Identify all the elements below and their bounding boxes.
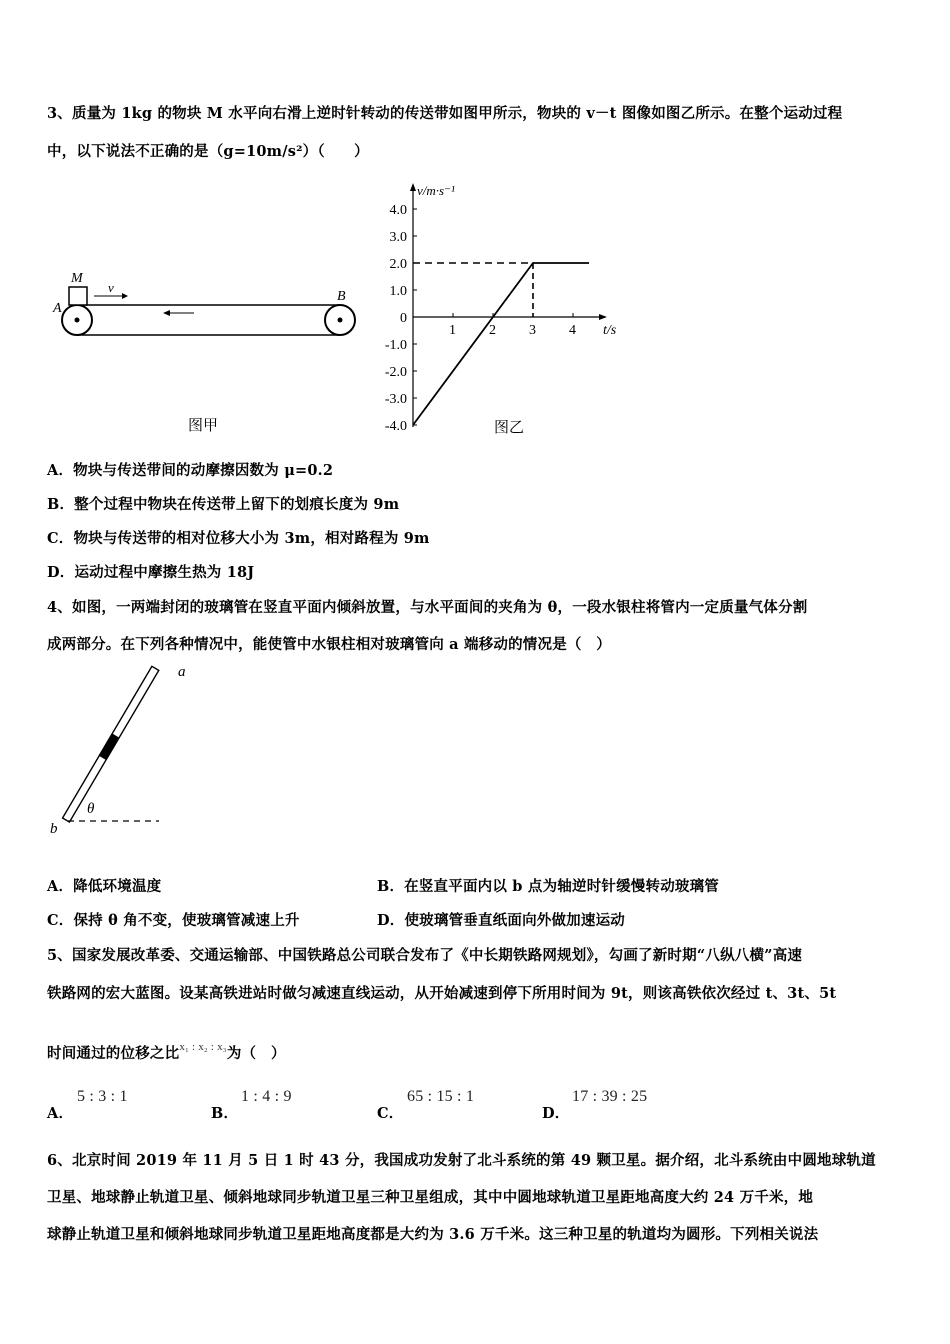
figure-yi-vt-graph bbox=[372, 170, 632, 440]
x-tick-label: 4 bbox=[569, 323, 576, 338]
q5-option-b: B． 1 : 4 : 9 bbox=[211, 1088, 292, 1122]
y-tick-label: -3.0 bbox=[384, 392, 407, 407]
y-tick-label: -2.0 bbox=[384, 365, 407, 380]
q6-stem-line1: 6、北京时间 2019 年 11 月 5 日 1 时 43 分，我国成功发射了北斗系统的第 49 颗卫星。据介绍，北斗系统由中圆地球轨道 bbox=[47, 1152, 876, 1169]
q4-option-d: D．使玻璃管垂直纸面向外做加速运动 bbox=[377, 912, 625, 929]
tube-end-b: b bbox=[50, 821, 58, 837]
q5-line3-pre: 时间通过的位移之比 bbox=[47, 1045, 180, 1062]
q3-stem-line1: 3、质量为 1kg 的物块 M 水平向右滑上逆时针转动的传送带如图甲所示，物块的 v－t 图像如图乙所示。在整个运动过程 bbox=[47, 105, 843, 122]
y-tick-label: 4.0 bbox=[389, 203, 407, 218]
q3-stem-line2: 中，以下说法不正确的是（g=10m/s²）（ ） bbox=[47, 143, 369, 160]
q5-option-d: D． 17 : 39 : 25 bbox=[542, 1088, 648, 1122]
q3-option-b: B．整个过程中物块在传送带上留下的划痕长度为 9m bbox=[47, 496, 400, 513]
end-a-label: A bbox=[53, 301, 62, 316]
y-tick-label: -4.0 bbox=[384, 419, 407, 434]
block-m-label: M bbox=[71, 271, 83, 286]
q4-stem-line1: 4、如图，一两端封闭的玻璃管在竖直平面内倾斜放置，与水平面间的夹角为 θ，一段水银柱将管内一定质量气体分割 bbox=[47, 599, 808, 616]
q6-stem-line2: 卫星、地球静止轨道卫星、倾斜地球同步轨道卫星三种卫星组成，其中中圆地球轨道卫星距地高度大约 24 万千米，地 bbox=[47, 1189, 814, 1206]
q6-stem-line3: 球静止轨道卫星和倾斜地球同步轨道卫星距地高度都是大约为 3.6 万千米。这三种卫星的轨道均为圆形。下列相关说法 bbox=[47, 1226, 819, 1243]
x-tick-label: 3 bbox=[529, 323, 536, 338]
q5-stem-line2: 铁路网的宏大蓝图。设某高铁进站时做匀减速直线运动，从开始减速到停下所用时间为 9t，则该高铁依次经过 t、3t、5t bbox=[47, 985, 837, 1002]
q3-option-a: A．物块与传送带间的动摩擦因数为 μ=0.2 bbox=[47, 462, 334, 479]
y-tick-label: 0 bbox=[400, 311, 407, 326]
y-axis-label: v/m·s⁻¹ bbox=[417, 183, 455, 198]
y-tick-label: -1.0 bbox=[384, 338, 407, 353]
q5-option-a-value: 5 : 3 : 1 bbox=[77, 1088, 128, 1105]
mercury-column bbox=[99, 733, 120, 760]
x-tick-label: 1 bbox=[449, 323, 456, 338]
y-tick-label: 1.0 bbox=[389, 284, 407, 299]
q5-ratio-expression: x₁ : x₂ : x₃ bbox=[179, 1041, 227, 1053]
figure-glass-tube bbox=[44, 660, 214, 845]
x-axis-label: t/s bbox=[603, 323, 617, 338]
q5-option-d-value: 17 : 39 : 25 bbox=[572, 1088, 648, 1105]
x-axis-arrow bbox=[599, 314, 607, 320]
velocity-series-line bbox=[413, 263, 589, 425]
y-axis-arrow bbox=[410, 183, 416, 191]
angle-theta: θ bbox=[87, 801, 95, 817]
y-tick-label: 3.0 bbox=[389, 230, 407, 245]
q4-option-b: B．在竖直平面内以 b 点为轴逆时针缓慢转动玻璃管 bbox=[377, 878, 719, 895]
tube-end-a: a bbox=[178, 664, 186, 680]
block-m bbox=[69, 287, 87, 305]
q4-option-c: C．保持 θ 角不变，使玻璃管减速上升 bbox=[47, 912, 300, 929]
q5-stem-line1: 5、国家发展改革委、交通运输部、中国铁路总公司联合发布了《中长期铁路网规划》，勾画了新时期“八纵八横”高速 bbox=[47, 947, 803, 964]
q5-option-a: A． 5 : 3 : 1 bbox=[47, 1088, 128, 1122]
caption-yi: 图乙 bbox=[494, 420, 525, 436]
x-tick-label: 2 bbox=[489, 323, 496, 338]
caption-jia: 图甲 bbox=[188, 418, 219, 434]
q3-option-c: C．物块与传送带的相对位移大小为 3m，相对路程为 9m bbox=[47, 530, 430, 547]
q3-option-d: D．运动过程中摩擦生热为 18J bbox=[47, 564, 255, 581]
q5-stem-line3 bbox=[47, 1042, 286, 1063]
q4-option-a: A．降低环境温度 bbox=[47, 878, 162, 895]
end-b-label: B bbox=[337, 289, 346, 304]
q5-line3-post: 为（ ） bbox=[226, 1045, 286, 1062]
q5-option-c-value: 65 : 15 : 1 bbox=[407, 1088, 475, 1105]
q5-option-c: C． 65 : 15 : 1 bbox=[377, 1088, 475, 1122]
y-tick-label: 2.0 bbox=[389, 257, 407, 272]
figure-jia-conveyor bbox=[48, 255, 368, 440]
q4-stem-line2: 成两部分。在下列各种情况中，能使管中水银柱相对玻璃管向 a 端移动的情况是（ ） bbox=[47, 636, 611, 653]
q5-option-b-value: 1 : 4 : 9 bbox=[241, 1088, 292, 1105]
velocity-label: v bbox=[108, 280, 114, 295]
